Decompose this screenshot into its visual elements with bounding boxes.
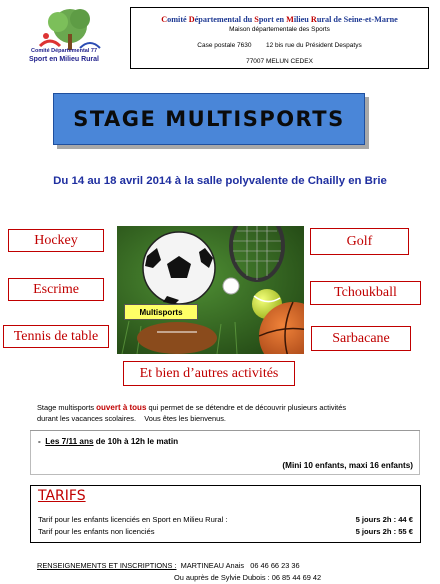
multisports-label: Multisports <box>124 304 198 320</box>
committee-name <box>131 15 428 24</box>
schedule-capacity: (Mini 10 enfants, maxi 16 enfants) <box>282 461 413 470</box>
activity-tchoukball: Tchoukball <box>310 281 421 305</box>
contact-martineau: MARTINEAU Anais 06 46 66 23 36 <box>176 561 300 570</box>
committee-city: 77007 MELUN CEDEX <box>246 58 313 65</box>
committee-name-part: D <box>188 15 195 24</box>
contact-line-2: Ou auprès de Sylvie Dubois : 06 85 44 69 42 <box>174 573 322 582</box>
activity-others: Et bien d’autres activités <box>123 361 295 386</box>
tarif-price: 5 jours 2h : 55 € <box>355 527 413 536</box>
event-dates: Du 14 au 18 avril 2014 à la salle polyvalente de Chailly en Brie <box>53 175 387 187</box>
schedule-dash: - <box>38 437 46 446</box>
tarif-label: Tarif pour les enfants licenciés en Sport en Milieu Rural : <box>38 515 228 524</box>
committee-name-part: R <box>310 15 317 24</box>
schedule-age: Les 7/11 ans <box>45 437 94 446</box>
committee-address: Case postale 7630 12 bis rue du Président Despatys <box>197 42 362 49</box>
committee-name-part: port en <box>258 15 287 24</box>
page-title: STAGE MULTISPORTS <box>73 107 345 131</box>
sports-balls-photo <box>117 226 304 354</box>
tarifs-title: TARIFS <box>38 488 86 504</box>
logo-text-2: Sport en Milieu Rural <box>28 56 99 63</box>
tarif-row-licensed <box>38 515 413 524</box>
description-highlight: ouvert à tous <box>96 403 147 412</box>
contact-line-1 <box>37 561 300 570</box>
schedule-time <box>38 437 178 446</box>
title-banner <box>53 93 365 145</box>
tarif-row-unlicensed <box>38 527 413 536</box>
schedule-hours: de 10h à 12h le matin <box>93 437 179 446</box>
tarif-label: Tarif pour les enfants non licenciés <box>38 527 155 536</box>
activity-escrime: Escrime <box>8 278 104 301</box>
committee-name-part: C <box>161 15 168 24</box>
committee-name-part: ural de Seine-et-Marne <box>316 15 398 24</box>
committee-box <box>130 7 429 69</box>
description-pre: Stage multisports <box>37 403 97 412</box>
committee-name-part: épartemental du <box>194 15 255 24</box>
committee-name-part: omité <box>167 15 189 24</box>
committee-subtitle: Maison départementale des Sports <box>229 26 330 33</box>
committee-name-part: S <box>254 15 259 24</box>
activity-tennis-de-table: Tennis de table <box>3 325 109 348</box>
activity-golf: Golf <box>310 228 409 255</box>
tarif-price: 5 jours 2h : 44 € <box>355 515 413 524</box>
committee-name-part: M <box>286 15 294 24</box>
description <box>37 402 417 424</box>
activity-hockey: Hockey <box>8 229 104 252</box>
logo-text-1: Comité Départemental 77 <box>30 48 98 54</box>
description-post: qui permet de se détendre et de découvrir plusieurs activités <box>146 403 347 412</box>
description-line2: durant les vacances scolaires. Vous êtes les bienvenus. <box>37 414 226 423</box>
contact-label: RENSEIGNEMENTS ET INSCRIPTIONS : <box>37 561 177 570</box>
committee-name-part: ilieu <box>293 15 311 24</box>
activity-sarbacane: Sarbacane <box>311 326 411 351</box>
